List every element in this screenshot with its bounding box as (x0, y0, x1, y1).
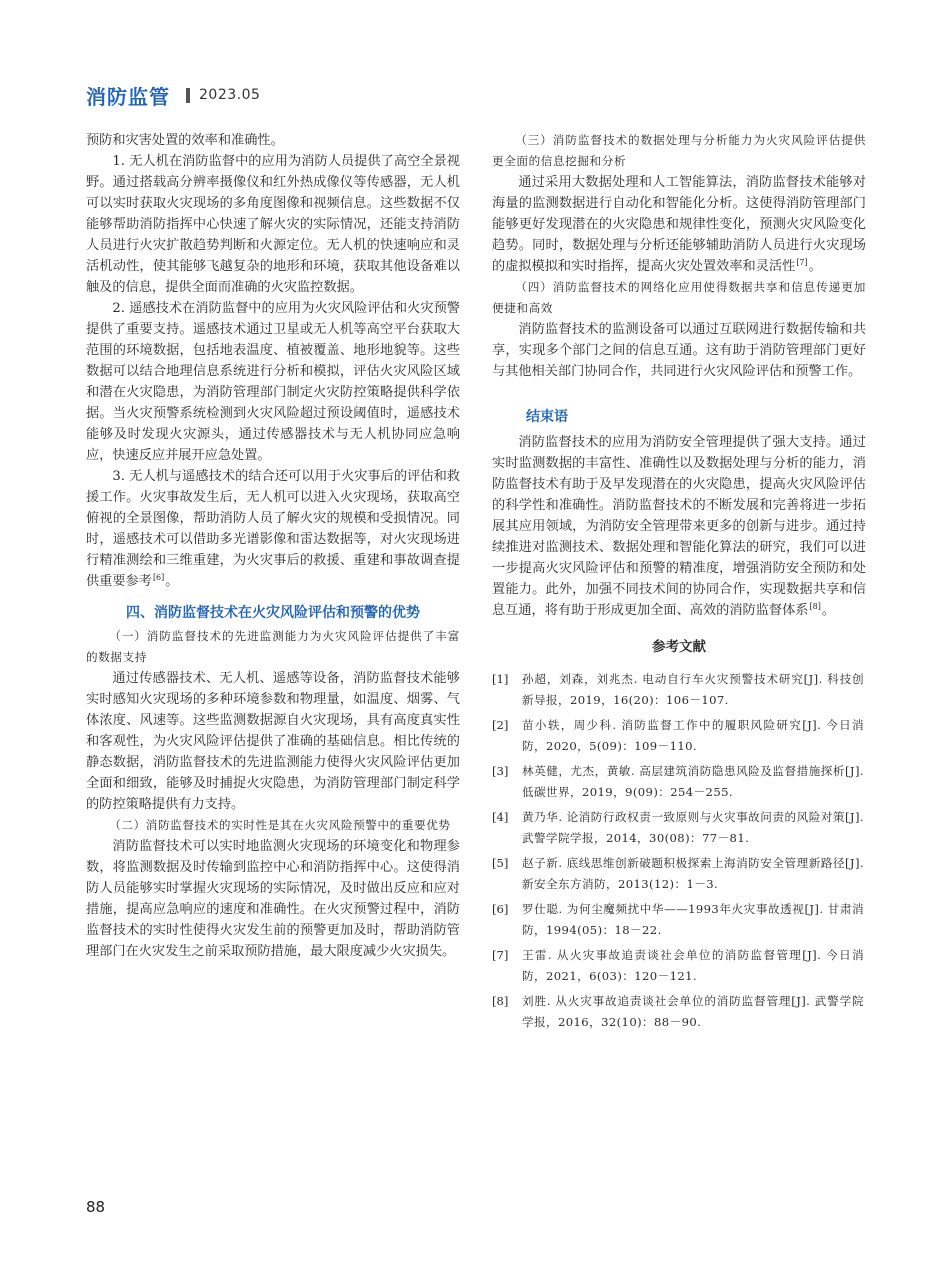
reference-item (492, 991, 866, 1032)
reference-item (492, 853, 866, 894)
reference-text: 黄乃华. 论消防行政权责一致原则与火灾事故问责的风险对策[J]. 武警学院学报，2014，30(08)：77－81. (522, 810, 864, 845)
opening-paragraph: 预防和灾害处置的效率和准确性。 (86, 133, 284, 148)
paragraph-combined (86, 466, 460, 592)
conclusion-title: 结束语 (526, 409, 568, 425)
subsection-title: （一）消防监督技术的先进监测能力为火灾风险评估提供了丰富的数据支持 (86, 629, 460, 664)
citation-ref: [6] (152, 572, 165, 582)
reference-text: 刘胜. 从火灾事故追责谈社会单位的消防监督管理[J]. 武警学院学报，2016，32(10)：88－90. (522, 994, 864, 1029)
citation-ref: [8] (809, 601, 821, 611)
reference-item (492, 945, 866, 986)
paragraph-text: 消防监督技术的应用为消防安全管理提供了强大支持。通过实时监测数据的丰富性、准确性以及数据处理与分析的能力，消防监督技术有助于及早发现潜在的火灾隐患，提高火灾风险评估的科学性和准确性。消防监督技术的不断发展和完善将进一步拓展其应用领域，为消防安全管理带来更多的创新与进步。通过持续推进对监测技术、数据处理和智能化算法的研究，我们可以进一步提高火灾风险评估和预警的精准度，增强消防安全预防和处置能力。此外，加强不同技术间的协同合作，实现数据共享和信息互通，将有助于形成更加全面、高效的消防监督体系 (492, 435, 866, 618)
reference-text: 苗小轶，周少科. 消防监督工作中的履职风险研究[J]. 今日消防，2020，5(09)：109－110. (522, 718, 864, 753)
reference-text: 罗仕聪. 为何尘魔频扰中华——1993年火灾事故透视[J]. 甘肃消防，1994(05)：18－22. (522, 902, 864, 937)
paragraph-conclusion (492, 432, 866, 621)
paragraph-text: 3. 无人机与遥感技术的结合还可以用于火灾事后的评估和救援工作。火灾事故发生后，无人机可以进入火灾现场，获取高空俯视的全景图像，帮助消防人员了解火灾的规模和受损情况。同时，遥感技术可以借助多光谱影像和雷达数据等，对火灾现场进行精准测绘和三维重建，为火灾事后的救援、重建和事故调查提供重要参考 (86, 469, 460, 589)
reference-list (492, 669, 866, 1032)
section-title: 四、消防监督技术在火灾风险评估和预警的优势 (126, 605, 420, 621)
paragraph-monitoring: 通过传感器技术、无人机、遥感等设备，消防监督技术能够实时感知火灾现场的多种环境参数和物理量，如温度、烟雾、气体浓度、风速等。这些监测数据源自火灾现场，具有高度真实性和客观性，为火灾风险评估提供了准确的基础信息。相比传统的静态数据，消防监督技术的先进监测能力使得火灾风险评估更加全面和细致，能够及时捕捉火灾隐患，为消防管理部门制定科学的防控策略提供有力支持。 (86, 671, 460, 812)
paragraph-end: 。 (821, 603, 836, 618)
page-header (86, 82, 260, 108)
header-divider (186, 88, 190, 103)
reference-item (492, 899, 866, 940)
reference-number: [2] (492, 718, 509, 732)
references-title: 参考文献 (652, 639, 706, 655)
reference-text: 孙超，刘森，刘兆杰. 电动自行车火灾预警技术研究[J]. 科技创新导报，2019，16(20)：106－107. (522, 672, 864, 707)
paragraph-end: 。 (808, 259, 822, 274)
reference-number: [1] (492, 672, 509, 686)
reference-text: 赵子新. 底线思维创新破题积极探索上海消防安全管理新路径[J]. 新安全东方消防，2013(12)：1－3. (522, 856, 864, 891)
journal-title: 消防监管 (86, 84, 170, 109)
right-column (492, 130, 866, 1037)
reference-number: [6] (492, 902, 509, 916)
paragraph-uav: 1. 无人机在消防监督中的应用为消防人员提供了高空全景视野。通过搭载高分辨率摄像仪和红外热成像仪等传感器，无人机可以实时获取火灾现场的多角度图像和视频信息。这些数据不仅能够帮助消防指挥中心快速了解火灾的实际情况，还能支持消防人员进行火灾扩散趋势判断和火源定位。无人机的快速响应和灵活机动性，使其能够飞越复杂的地形和环境，获取其他设备难以触及的信息，提供全面而准确的火灾监控数据。 (86, 154, 460, 295)
reference-text: 林英健，尤杰，黄敏. 高层建筑消防隐患风险及监督措施探析[J]. 低碳世界，2019，9(09)：254－255. (522, 764, 864, 799)
issue-number: 2023.05 (199, 87, 261, 103)
paragraph-remote-sensing: 2. 遥感技术在消防监督中的应用为火灾风险评估和火灾预警提供了重要支持。遥感技术通过卫星或无人机等高空平台获取大范围的环境数据，包括地表温度、植被覆盖、地形地貌等。这些数据可以结合地理信息系统进行分析和模拟，评估火灾风险区域和潜在火灾隐患，为消防管理部门制定火灾防控策略提供科学依据。当火灾预警系统检测到火灾风险超过预设阈值时，遥感技术能够及时发现火灾源头，通过传感器技术与无人机协同应急响应，快速反应并展开应急处置。 (86, 301, 460, 463)
reference-item (492, 715, 866, 756)
reference-item (492, 807, 866, 848)
subsection-title: （二）消防监督技术的实时性是其在火灾风险预警中的重要优势 (109, 818, 451, 832)
subsection-title: （四）消防监督技术的网络化应用使得数据共享和信息传递更加便捷和高效 (492, 280, 866, 315)
reference-number: [4] (492, 810, 509, 824)
reference-item (492, 669, 866, 710)
paragraph-network: 消防监督技术的监测设备可以通过互联网进行数据传输和共享，实现多个部门之间的信息互通。这有助于消防管理部门更好与其他相关部门协同合作，共同进行火灾风险评估和预警工作。 (492, 322, 866, 379)
left-column (86, 130, 460, 962)
reference-item (492, 761, 866, 802)
paragraph-end: 。 (165, 574, 179, 589)
page-number: 88 (86, 1198, 106, 1216)
reference-number: [5] (492, 856, 509, 870)
subsection-title: （三）消防监督技术的数据处理与分析能力为火灾风险评估提供更全面的信息挖掘和分析 (492, 133, 866, 168)
reference-number: [3] (492, 764, 509, 778)
citation-ref: [7] (796, 257, 808, 267)
reference-text: 王雷. 从火灾事故追责谈社会单位的消防监督管理[J]. 今日消防，2021，6(03)：120－121. (522, 948, 864, 983)
paragraph-data-processing (492, 172, 866, 277)
paragraph-text: 通过采用大数据处理和人工智能算法，消防监督技术能够对海量的监测数据进行自动化和智能化分析。这使得消防管理部门能够更好发现潜在的火灾隐患和规律性变化，预测火灾风险变化趋势。同时，数据处理与分析还能够辅助消防人员进行火灾现场的虚拟模拟和实时指挥，提高火灾处置效率和灵活性 (492, 175, 866, 274)
paragraph-realtime: 消防监督技术可以实时地监测火灾现场的环境变化和物理参数，将监测数据及时传输到监控中心和消防指挥中心。这使得消防人员能够实时掌握火灾现场的实际情况，及时做出反应和应对措施，提高应急响应的速度和准确性。在火灾预警过程中，消防监督技术的实时性使得火灾发生前的预警更加及时，帮助消防管理部门在火灾发生之前采取预防措施，最大限度减少火灾损失。 (86, 839, 460, 959)
reference-number: [7] (492, 948, 509, 962)
reference-number: [8] (492, 994, 509, 1008)
